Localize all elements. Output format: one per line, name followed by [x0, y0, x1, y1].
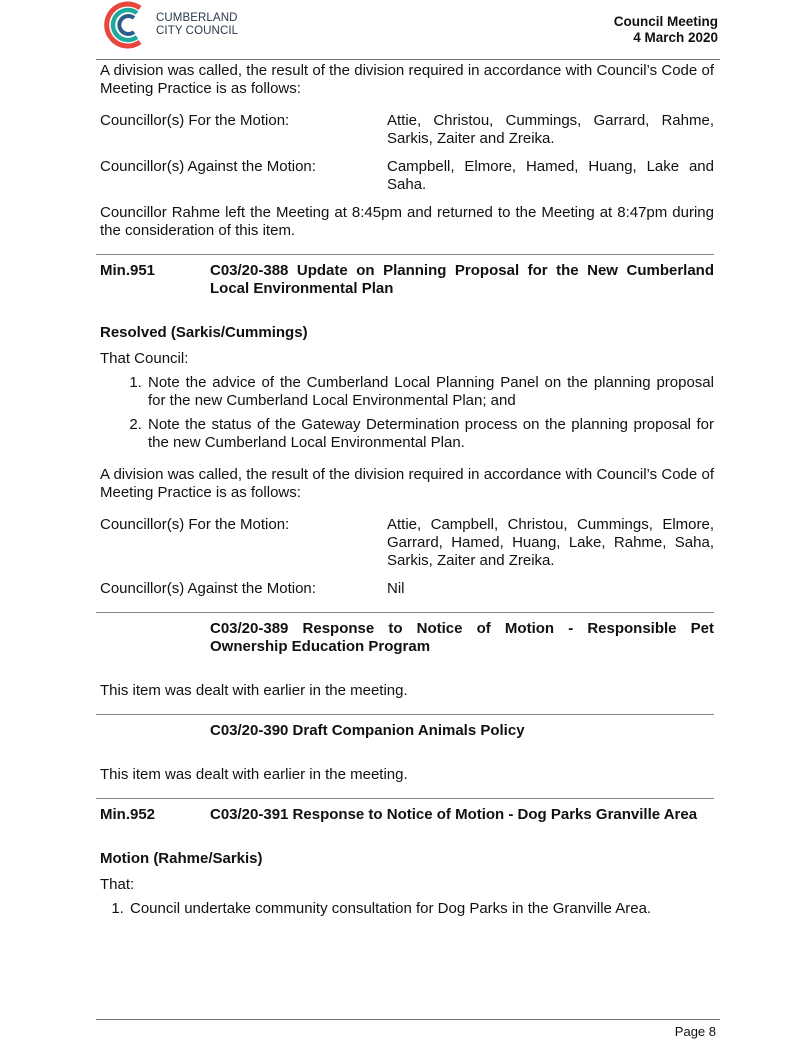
- logo-line-2: CITY COUNCIL: [156, 25, 239, 37]
- division-text: A division was called, the result of the division required in accordance with Council’s Code of Meeting Practice is as follows:: [100, 466, 714, 501]
- motion-list: [100, 900, 714, 918]
- item-heading-389: [96, 612, 714, 656]
- list-item: 2. Note the status of the Gateway Determination process on the planning proposal for the new Cumberland Local Environmental Plan.: [146, 416, 714, 452]
- list-item: 1. Note the advice of the Cumberland Local Planning Panel on the planning proposal for the new Cumberland Local Environmental Plan; and: [146, 374, 714, 410]
- vote-for-row: [100, 516, 714, 570]
- vote-against-label: Councillor(s) Against the Motion:: [100, 580, 316, 597]
- page-header: [614, 14, 718, 46]
- resolution-list: [100, 374, 714, 452]
- item-title: C03/20-391 Response to Notice of Motion - Dog Parks Granville Area: [210, 806, 698, 823]
- attendance-note: Councillor Rahme left the Meeting at 8:45pm and returned to the Meeting at 8:47pm during the consideration of this item.: [100, 204, 714, 239]
- council-logo-icon: [100, 0, 154, 50]
- list-item: 1. Council undertake community consultation for Dog Parks in the Granville Area.: [128, 900, 714, 918]
- header-divider: [96, 59, 720, 60]
- minutes-body: [100, 62, 714, 932]
- vote-for-value: Attie, Christou, Cummings, Garrard, Rahme, Sarkis, Zaiter and Zreika.: [387, 112, 714, 147]
- meeting-title: Council Meeting: [613, 14, 718, 29]
- vote-for-label: Councillor(s) For the Motion:: [100, 112, 290, 129]
- footer-divider: [96, 1019, 720, 1020]
- item-heading-951: [96, 254, 714, 298]
- that-council: That Council:: [100, 350, 189, 367]
- page-number: Page 8: [674, 1024, 716, 1039]
- meeting-date: 4 March 2020: [633, 30, 718, 45]
- division-text: A division was called, the result of the division required in accordance with Council’s Code of Meeting Practice is as follows:: [100, 62, 714, 97]
- item-title: C03/20-388 Update on Planning Proposal for the New Cumberland Local Environmental Plan: [210, 262, 714, 297]
- item-title: C03/20-389 Response to Notice of Motion - Responsible Pet Ownership Education Program: [210, 620, 714, 655]
- logo-line-1: CUMBERLAND: [156, 12, 238, 24]
- resolved-heading: Resolved (Sarkis/Cummings): [100, 324, 308, 341]
- minute-number: Min.951: [100, 262, 156, 279]
- vote-against-value: Campbell, Elmore, Hamed, Huang, Lake and Saha.: [387, 158, 714, 193]
- vote-against-label: Councillor(s) Against the Motion:: [100, 158, 316, 175]
- item-heading-952: [96, 798, 714, 824]
- item-title: C03/20-390 Draft Companion Animals Policy: [210, 722, 525, 739]
- vote-for-value: Attie, Campbell, Christou, Cummings, Elmore, Garrard, Hamed, Huang, Lake, Rahme, Saha, Sarkis, Zaiter and Zreika.: [387, 516, 714, 569]
- vote-against-value: Nil: [387, 580, 405, 597]
- dealt-note: This item was dealt with earlier in the meeting.: [100, 766, 408, 783]
- vote-for-label: Councillor(s) For the Motion:: [100, 516, 290, 533]
- motion-heading: Motion (Rahme/Sarkis): [100, 850, 263, 867]
- council-logo: [100, 0, 260, 50]
- minute-number: Min.952: [100, 806, 156, 823]
- dealt-note: This item was dealt with earlier in the meeting.: [100, 682, 408, 699]
- vote-against-row: [100, 580, 714, 598]
- that-label: That:: [100, 876, 135, 893]
- vote-against-row: [100, 158, 714, 194]
- vote-for-row: [100, 112, 714, 148]
- item-heading-390: [96, 714, 714, 740]
